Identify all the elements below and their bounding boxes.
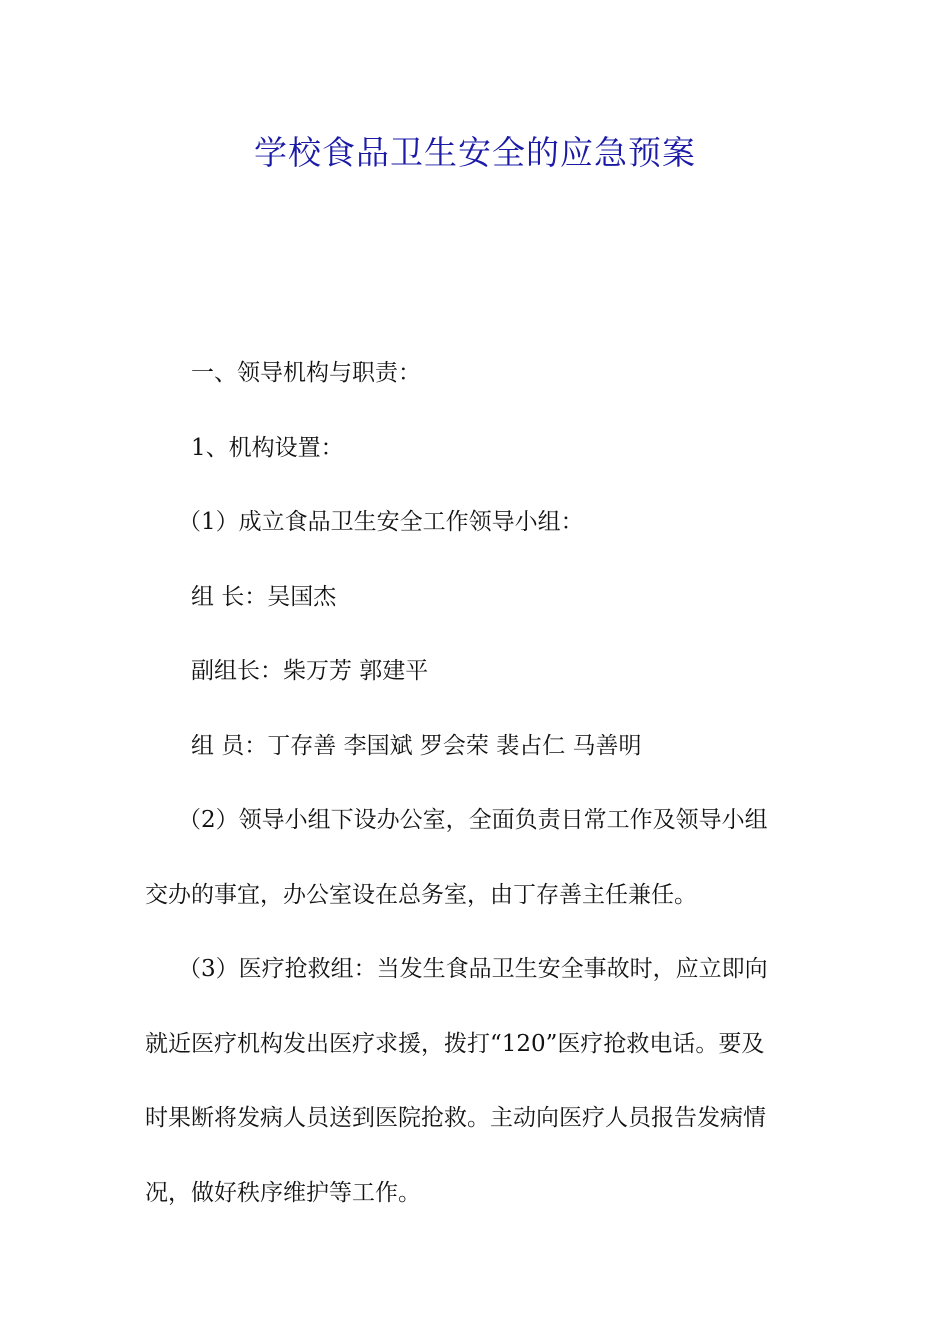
paragraph-item-3-line-3: 时果断将发病人员送到医院抢救。主动向医疗人员报告发病情 (145, 1105, 766, 1131)
members-line: 组 员：丁存善 李国斌 罗会荣 裴占仁 马善明 (191, 732, 642, 759)
subsection-heading-organization: 1、机构设置： (191, 434, 344, 461)
document-title: 学校食品卫生安全的应急预案 (254, 133, 696, 172)
paragraph-item-2-line-2: 交办的事宜，办公室设在总务室，由丁存善主任兼任。 (145, 881, 697, 908)
paragraph-item-3-line-4: 况，做好秩序维护等工作。 (145, 1179, 421, 1206)
paragraph-item-3-line-2: 就近医疗机构发出医疗求援，拨打“120”医疗抢救电话。要及 (145, 1030, 765, 1057)
paragraph-item-3-line-1: （3）医疗抢救组：当发生食品卫生安全事故时，应立即向 (178, 956, 768, 982)
deputy-leader-line: 副组长：柴万芳 郭建平 (191, 658, 429, 684)
document-body (145, 336, 810, 1230)
section-heading-leadership: 一、领导机构与职责： (191, 360, 421, 386)
paragraph-item-2-line-1: （2）领导小组下设办公室，全面负责日常工作及领导小组 (178, 807, 768, 833)
leader-line: 组 长：吴国杰 (191, 583, 337, 610)
paragraph-item-1: （1）成立食品卫生安全工作领导小组： (178, 509, 584, 535)
